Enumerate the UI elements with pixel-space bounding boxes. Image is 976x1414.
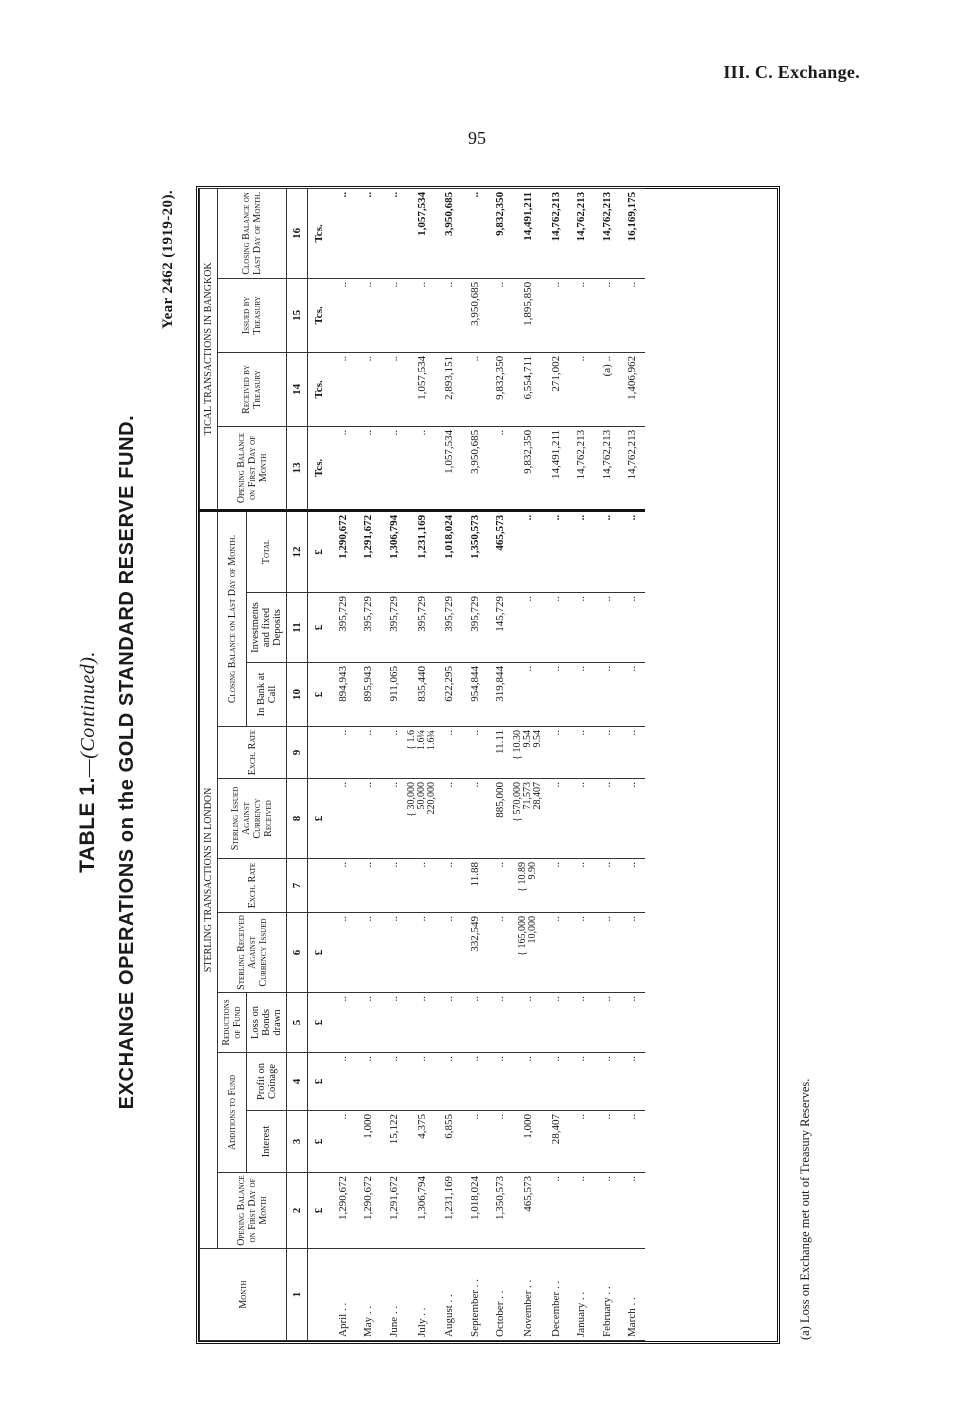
unit-cell: £ xyxy=(308,510,331,592)
value-cell: .. xyxy=(381,1053,407,1111)
table-row xyxy=(381,188,407,1340)
value-cell: 1,057,534 xyxy=(437,426,463,510)
value-cell: .. xyxy=(356,727,382,779)
value-cell: 16,169,175 xyxy=(620,188,646,278)
value-cell: .. xyxy=(381,859,407,913)
table-row xyxy=(356,188,382,1340)
header-opening: Opening Balance on First Day of Month xyxy=(218,1173,287,1249)
value-cell: .. xyxy=(437,779,463,859)
value-cell: 319,844 xyxy=(488,663,514,727)
unit-cell: Tcs. xyxy=(308,188,331,278)
value-cell: 894,943 xyxy=(330,663,356,727)
column-number-row xyxy=(287,188,308,1340)
value-cell: .. xyxy=(407,426,437,510)
unit-cell: £ xyxy=(308,1173,331,1249)
unit-cell: £ xyxy=(308,993,331,1053)
value-cell: .. xyxy=(462,352,488,426)
group-additions: Additions to Fund xyxy=(218,1053,247,1173)
value-cell: 11.11 xyxy=(488,727,514,779)
value-cell: .. xyxy=(356,188,382,278)
value-cell: .. xyxy=(543,913,569,993)
value-cell: .. xyxy=(569,727,595,779)
value-cell xyxy=(513,859,543,913)
value-cell: .. xyxy=(543,593,569,663)
month-cell: March . . xyxy=(620,1249,646,1341)
value-cell: 465,573 xyxy=(513,1173,543,1249)
table-row xyxy=(513,188,543,1340)
value-cell: 332,549 xyxy=(462,913,488,993)
value-cell: 14,762,213 xyxy=(594,426,620,510)
value-cell: 2,893,151 xyxy=(437,352,463,426)
value-cell: .. xyxy=(488,859,514,913)
value-cell: .. xyxy=(620,510,646,592)
value-cell: .. xyxy=(356,278,382,352)
value-cell: .. xyxy=(462,993,488,1053)
rotated-table-page xyxy=(72,172,832,1352)
month-cell: July . . xyxy=(407,1249,437,1341)
value-cell: .. xyxy=(330,727,356,779)
month-cell: February . . xyxy=(594,1249,620,1341)
column-number: 4 xyxy=(287,1053,308,1111)
value-cell: .. xyxy=(543,1053,569,1111)
value-cell: .. xyxy=(330,278,356,352)
value-cell: .. xyxy=(569,278,595,352)
value-cell: .. xyxy=(594,278,620,352)
value-cell: .. xyxy=(356,779,382,859)
value-cell: .. xyxy=(620,1053,646,1111)
value-cell: 14,491,211 xyxy=(513,188,543,278)
value-line: { 10.89 xyxy=(517,862,528,892)
value-cell: 395,729 xyxy=(407,593,437,663)
value-cell: 395,729 xyxy=(330,593,356,663)
value-cell: .. xyxy=(330,1111,356,1173)
value-cell: .. xyxy=(569,913,595,993)
unit-cell: Tcs. xyxy=(308,426,331,510)
value-cell: 14,762,213 xyxy=(569,188,595,278)
header-month: Month xyxy=(200,1249,287,1341)
value-cell: .. xyxy=(330,352,356,426)
value-cell: .. xyxy=(543,727,569,779)
column-number: 13 xyxy=(287,426,308,510)
column-number: 12 xyxy=(287,510,308,592)
month-cell: May . . xyxy=(356,1249,382,1341)
value-cell: .. xyxy=(543,779,569,859)
header-total: Total xyxy=(247,510,287,592)
month-cell: January . . xyxy=(569,1249,595,1341)
value-cell: .. xyxy=(569,1173,595,1249)
month-cell: November . . xyxy=(513,1249,543,1341)
value-cell: 465,573 xyxy=(488,510,514,592)
column-number: 15 xyxy=(287,278,308,352)
header-exch-rate-2: Exch. Rate xyxy=(218,727,287,779)
value-line: { 570,000 xyxy=(512,782,523,822)
value-line: 9.54 xyxy=(532,730,543,748)
value-cell: .. xyxy=(437,727,463,779)
unit-cell: £ xyxy=(308,913,331,993)
value-line: { 165,000 xyxy=(517,916,528,956)
value-cell: .. xyxy=(513,663,543,727)
value-cell: 9,832,350 xyxy=(488,188,514,278)
value-cell: .. xyxy=(330,859,356,913)
group-tical: TICAL TRANSACTIONS IN BANGKOK xyxy=(200,188,218,510)
value-cell: 1,000 xyxy=(356,1111,382,1173)
value-cell: .. xyxy=(513,993,543,1053)
unit-cell: Tcs. xyxy=(308,352,331,426)
value-cell: 395,729 xyxy=(381,593,407,663)
table-row xyxy=(620,188,646,1340)
value-cell: .. xyxy=(543,663,569,727)
group-sterling: STERLING TRANSACTIONS IN LONDON xyxy=(200,510,218,1248)
unit-cell: £ xyxy=(308,1053,331,1111)
value-cell: 14,762,213 xyxy=(569,426,595,510)
value-cell: 1,290,672 xyxy=(356,1173,382,1249)
unit-cell xyxy=(308,1249,331,1341)
value-cell: .. xyxy=(381,188,407,278)
header-t-opening: Opening Balance on First Day of Month xyxy=(218,426,287,510)
value-cell: .. xyxy=(356,913,382,993)
value-cell: .. xyxy=(513,1053,543,1111)
column-number: 11 xyxy=(287,593,308,663)
month-cell: October . . xyxy=(488,1249,514,1341)
value-cell: 1,291,672 xyxy=(381,1173,407,1249)
value-cell: .. xyxy=(330,188,356,278)
value-cell: 1,306,794 xyxy=(407,1173,437,1249)
footnote: (a) Loss on Exchange met out of Treasury Reserves. xyxy=(798,1078,812,1340)
value-cell: .. xyxy=(437,993,463,1053)
page-number: 95 xyxy=(468,128,486,148)
value-line: 1.6¾ xyxy=(425,730,437,750)
value-cell: .. xyxy=(620,913,646,993)
value-cell: 1,018,024 xyxy=(462,1173,488,1249)
value-cell: .. xyxy=(437,913,463,993)
value-cell: .. xyxy=(569,593,595,663)
value-cell xyxy=(513,913,543,993)
value-cell: 9,832,350 xyxy=(488,352,514,426)
value-cell: .. xyxy=(437,278,463,352)
value-cell: 1,290,672 xyxy=(330,1173,356,1249)
value-line: { 30,000 xyxy=(405,782,417,817)
value-cell: 1,018,024 xyxy=(437,510,463,592)
table-row xyxy=(437,188,463,1340)
group-closing-london: Closing Balance on Last Day of Month. xyxy=(218,510,247,726)
value-line: 10,000 xyxy=(527,916,538,944)
value-line: 71,573 xyxy=(522,782,533,810)
value-cell: .. xyxy=(356,993,382,1053)
value-cell: .. xyxy=(569,1111,595,1173)
month-cell: June . . xyxy=(381,1249,407,1341)
value-cell: .. xyxy=(462,727,488,779)
value-cell: 145,729 xyxy=(488,593,514,663)
value-cell: .. xyxy=(543,993,569,1053)
value-cell: .. xyxy=(437,859,463,913)
value-cell: .. xyxy=(620,593,646,663)
table-row xyxy=(488,188,514,1340)
value-cell: .. xyxy=(462,188,488,278)
table-frame xyxy=(196,186,780,1344)
header-t-received: Received by Treasury xyxy=(218,352,287,426)
section-heading: III. C. Exchange. xyxy=(723,62,860,82)
value-cell: .. xyxy=(381,779,407,859)
value-cell: 9,832,350 xyxy=(513,426,543,510)
value-cell: 6,855 xyxy=(437,1111,463,1173)
value-cell: .. xyxy=(488,426,514,510)
value-cell: .. xyxy=(330,779,356,859)
value-cell: .. xyxy=(437,1053,463,1111)
header-in-bank: In Bank at Call xyxy=(247,663,287,727)
value-cell: .. xyxy=(462,779,488,859)
header-exch-rate-1: Exch. Rate xyxy=(218,859,287,913)
value-cell: .. xyxy=(488,1111,514,1173)
column-number: 14 xyxy=(287,352,308,426)
column-number: 7 xyxy=(287,859,308,913)
value-cell: 14,762,213 xyxy=(620,426,646,510)
value-cell: .. xyxy=(330,913,356,993)
table-row xyxy=(462,188,488,1340)
column-number: 5 xyxy=(287,993,308,1053)
unit-cell: £ xyxy=(308,1111,331,1173)
value-cell: .. xyxy=(594,1111,620,1173)
value-cell xyxy=(407,727,437,779)
table-row xyxy=(569,188,595,1340)
month-cell: April . . xyxy=(330,1249,356,1341)
table-row xyxy=(330,188,356,1340)
value-cell: .. xyxy=(513,510,543,592)
column-number: 16 xyxy=(287,188,308,278)
value-line: { 1.6 xyxy=(405,730,417,750)
value-cell: .. xyxy=(543,278,569,352)
value-cell: .. xyxy=(543,859,569,913)
table-row xyxy=(594,188,620,1340)
value-cell: 3,950,685 xyxy=(462,278,488,352)
value-cell: 1,000 xyxy=(513,1111,543,1173)
value-cell: .. xyxy=(407,913,437,993)
value-cell: 15,122 xyxy=(381,1111,407,1173)
value-cell: .. xyxy=(620,278,646,352)
value-cell: .. xyxy=(569,779,595,859)
value-cell: 622,295 xyxy=(437,663,463,727)
value-cell: .. xyxy=(543,510,569,592)
header-t-issued: Issued by Treasury xyxy=(218,278,287,352)
header-investments: Investments and fixed Deposits xyxy=(247,593,287,663)
value-line: 50,000 xyxy=(415,782,427,810)
column-number: 2 xyxy=(287,1173,308,1249)
table-body xyxy=(308,188,646,1340)
value-cell: .. xyxy=(620,993,646,1053)
value-line: 1.6¼ xyxy=(415,730,427,750)
value-cell: .. xyxy=(356,859,382,913)
value-cell: 1,290,672 xyxy=(330,510,356,592)
value-line: { 10.30 xyxy=(512,730,523,760)
month-cell: December . . xyxy=(543,1249,569,1341)
value-cell: .. xyxy=(381,913,407,993)
value-cell: .. xyxy=(381,426,407,510)
month-cell: August . . xyxy=(437,1249,463,1341)
value-cell: 1,231,169 xyxy=(437,1173,463,1249)
unit-row xyxy=(308,188,331,1340)
value-cell: 895,943 xyxy=(356,663,382,727)
value-cell: .. xyxy=(462,1111,488,1173)
value-cell: 911,065 xyxy=(381,663,407,727)
value-cell: .. xyxy=(356,352,382,426)
value-cell: 835,440 xyxy=(407,663,437,727)
value-cell: 1,057,534 xyxy=(407,352,437,426)
value-cell: 1,291,672 xyxy=(356,510,382,592)
value-cell: .. xyxy=(407,859,437,913)
header-stg-received: Sterling Received Against Currency Issued xyxy=(218,913,287,993)
value-cell: 885,000 xyxy=(488,779,514,859)
value-line: 220,000 xyxy=(425,782,437,815)
value-cell: .. xyxy=(569,859,595,913)
value-line: 28,407 xyxy=(532,782,543,810)
value-cell: .. xyxy=(594,727,620,779)
value-cell: .. xyxy=(381,352,407,426)
value-cell: .. xyxy=(543,1173,569,1249)
value-cell: .. xyxy=(381,993,407,1053)
value-cell: (a) .. xyxy=(594,352,620,426)
value-cell: .. xyxy=(594,1053,620,1111)
value-cell: .. xyxy=(620,663,646,727)
value-cell: .. xyxy=(569,510,595,592)
column-number: 6 xyxy=(287,913,308,993)
value-cell: 14,762,213 xyxy=(543,188,569,278)
value-cell: 395,729 xyxy=(462,593,488,663)
year-label: Year 2462 (1919-20). xyxy=(160,190,176,329)
column-number: 8 xyxy=(287,779,308,859)
value-cell: .. xyxy=(356,1053,382,1111)
unit-cell: £ xyxy=(308,779,331,859)
table-number: TABLE 1. xyxy=(76,777,99,873)
value-cell: .. xyxy=(594,1173,620,1249)
value-cell: .. xyxy=(594,993,620,1053)
value-cell: .. xyxy=(620,727,646,779)
value-cell: .. xyxy=(513,593,543,663)
value-cell: 1,895,850 xyxy=(513,278,543,352)
value-cell: 4,375 xyxy=(407,1111,437,1173)
header-loss: Loss on Bonds drawn xyxy=(247,993,287,1053)
value-cell: .. xyxy=(594,913,620,993)
value-cell: .. xyxy=(381,278,407,352)
value-cell: .. xyxy=(594,779,620,859)
value-cell: 28,407 xyxy=(543,1111,569,1173)
value-cell: .. xyxy=(488,278,514,352)
table-row xyxy=(407,188,437,1340)
unit-cell: Tcs. xyxy=(308,278,331,352)
value-cell: .. xyxy=(620,1111,646,1173)
value-cell: 954,844 xyxy=(462,663,488,727)
value-cell xyxy=(513,779,543,859)
value-cell: .. xyxy=(594,510,620,592)
value-cell: 6,554,711 xyxy=(513,352,543,426)
value-cell: .. xyxy=(620,1173,646,1249)
unit-cell: £ xyxy=(308,663,331,727)
header-t-closing: Closing Balance on Last Day of Month. xyxy=(218,188,287,278)
unit-cell xyxy=(308,727,331,779)
month-cell: September . . xyxy=(462,1249,488,1341)
value-cell: .. xyxy=(488,913,514,993)
value-cell: 14,491,211 xyxy=(543,426,569,510)
value-cell: .. xyxy=(569,663,595,727)
value-cell: 3,950,685 xyxy=(437,188,463,278)
value-cell: .. xyxy=(462,1053,488,1111)
table-main-title: EXCHANGE OPERATIONS on the GOLD STANDARD RESERVE FUND. xyxy=(116,414,138,1110)
value-cell: .. xyxy=(594,859,620,913)
value-cell: 1,350,573 xyxy=(462,510,488,592)
value-cell: .. xyxy=(594,663,620,727)
value-cell: .. xyxy=(569,993,595,1053)
value-cell: .. xyxy=(407,1053,437,1111)
value-cell: .. xyxy=(356,426,382,510)
table-continued: —(Continued). xyxy=(77,651,99,778)
value-cell: .. xyxy=(330,1053,356,1111)
value-cell: .. xyxy=(594,593,620,663)
value-cell xyxy=(513,727,543,779)
value-cell: .. xyxy=(488,1053,514,1111)
exchange-table xyxy=(199,188,645,1341)
value-cell: .. xyxy=(569,352,595,426)
header-interest: Interest xyxy=(247,1111,287,1173)
header-stg-issued: Sterling Issued Against Currency Received xyxy=(218,779,287,859)
value-cell: .. xyxy=(488,993,514,1053)
value-cell: 3,950,685 xyxy=(462,426,488,510)
value-line: 9.54 xyxy=(522,730,533,748)
value-cell: .. xyxy=(381,727,407,779)
header-profit: Profit on Coinage xyxy=(247,1053,287,1111)
value-cell: 1,231,169 xyxy=(407,510,437,592)
value-cell: 1,406,962 xyxy=(620,352,646,426)
value-cell: .. xyxy=(407,993,437,1053)
value-cell: 395,729 xyxy=(437,593,463,663)
column-number: 1 xyxy=(287,1249,308,1341)
group-reductions: Reductions of Fund xyxy=(218,993,247,1053)
value-cell: 395,729 xyxy=(356,593,382,663)
value-cell: .. xyxy=(620,859,646,913)
value-cell: .. xyxy=(620,779,646,859)
value-cell: 14,762,213 xyxy=(594,188,620,278)
unit-cell xyxy=(308,859,331,913)
value-line: 9.90 xyxy=(527,862,538,880)
table-title xyxy=(76,172,100,1352)
value-cell: .. xyxy=(407,278,437,352)
value-cell: 1,306,794 xyxy=(381,510,407,592)
value-cell: 1,350,573 xyxy=(488,1173,514,1249)
value-cell: 271,002 xyxy=(543,352,569,426)
unit-cell: £ xyxy=(308,593,331,663)
value-cell: .. xyxy=(330,993,356,1053)
column-number: 3 xyxy=(287,1111,308,1173)
value-cell: 1,057,534 xyxy=(407,188,437,278)
table-row xyxy=(543,188,569,1340)
value-cell: 11.88 xyxy=(462,859,488,913)
value-cell: .. xyxy=(569,1053,595,1111)
value-cell xyxy=(407,779,437,859)
column-number: 9 xyxy=(287,727,308,779)
value-cell: .. xyxy=(330,426,356,510)
column-number: 10 xyxy=(287,663,308,727)
